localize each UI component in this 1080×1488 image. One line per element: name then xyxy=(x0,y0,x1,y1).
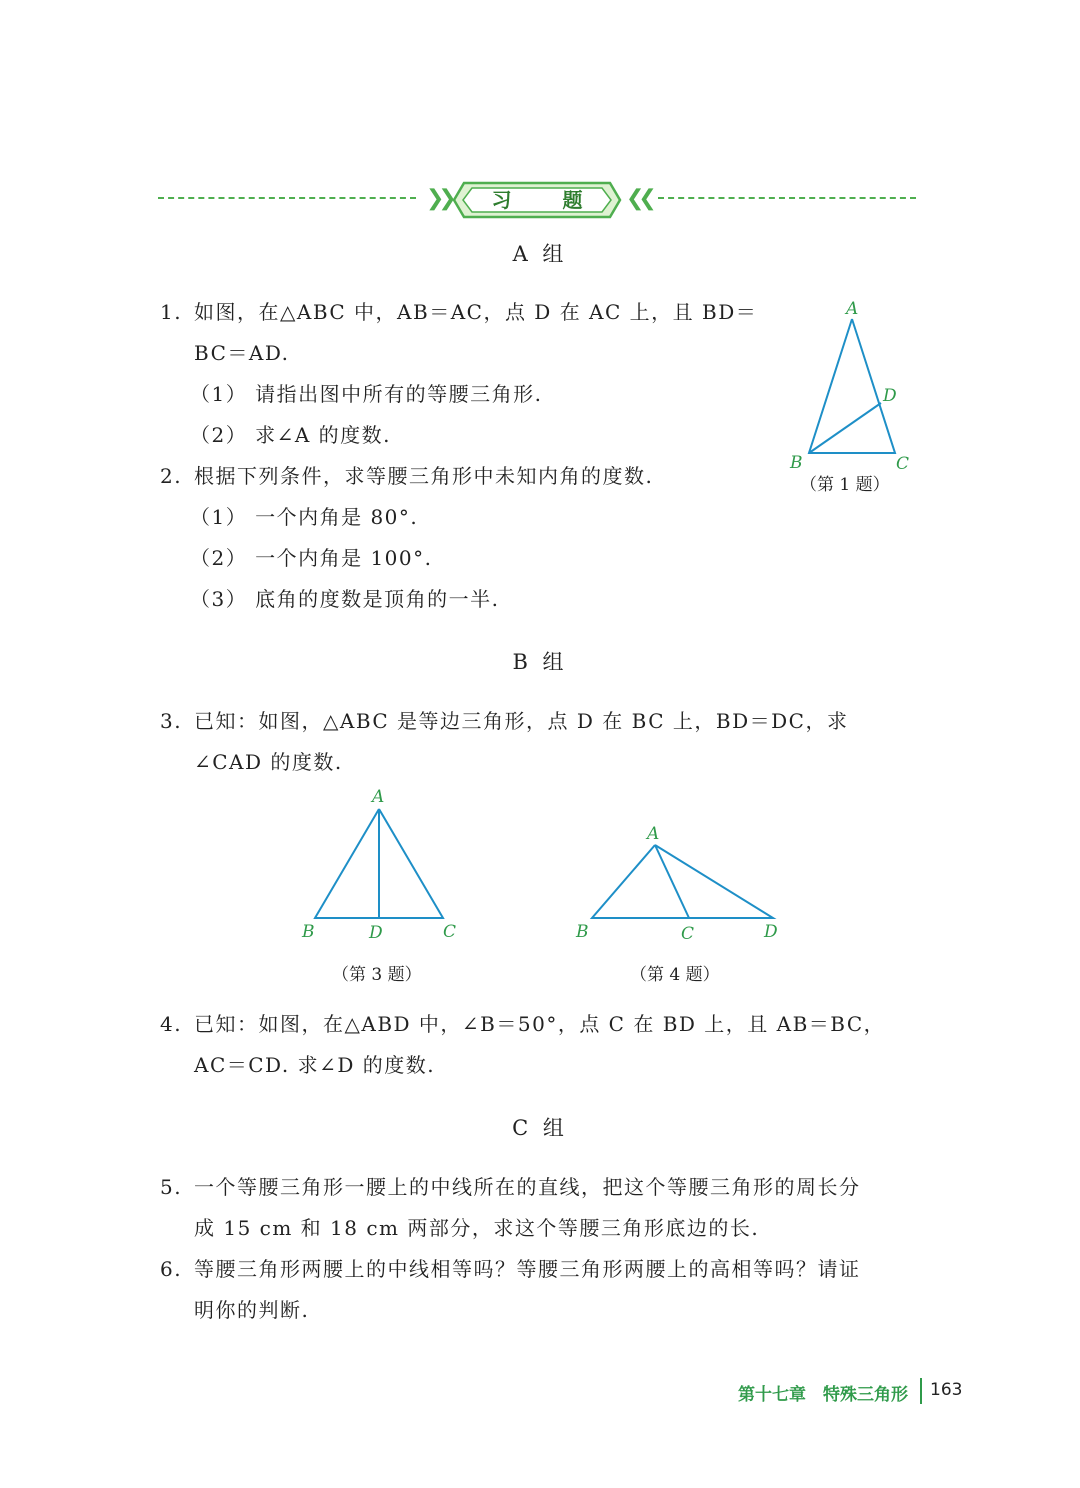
page-number: 163 xyxy=(930,1380,963,1400)
chevron-left-icon: ❮❮ xyxy=(626,186,651,211)
q3-text: 已知：如图，△ABC 是等边三角形，点 D 在 BC 上，BD＝DC，求 xyxy=(194,709,849,733)
fig4-caption: （第 4 题） xyxy=(630,965,720,985)
q6-number: 6. xyxy=(160,1257,183,1281)
fig1-label-c: C xyxy=(896,454,910,474)
q1-line1 xyxy=(160,298,757,326)
fig4-label-b: B xyxy=(576,922,589,942)
q2-sub3: （3） 底角的度数是顶角的一半. xyxy=(190,587,500,611)
q2-sub2: （2） 一个内角是 100°. xyxy=(190,546,433,570)
q3-number: 3. xyxy=(160,709,183,733)
fig3-label-c: C xyxy=(443,922,457,942)
fig3-caption: （第 3 题） xyxy=(332,965,422,985)
fig4-label-a: A xyxy=(647,824,660,844)
q4-line1 xyxy=(160,1010,885,1038)
figure-3 xyxy=(290,782,480,952)
q1-text: 如图，在△ABC 中，AB＝AC，点 D 在 AC 上，且 BD＝ xyxy=(194,300,758,324)
group-b-title: B 组 xyxy=(512,650,568,674)
q4-text: 已知：如图，在△ABD 中，∠B＝50°，点 C 在 BD 上，且 AB＝BC， xyxy=(194,1012,886,1036)
chevron-right-icon: ❯❯ xyxy=(426,186,451,211)
fig1-caption: （第 1 题） xyxy=(800,475,890,495)
q1-sub1: （1） 请指出图中所有的等腰三角形. xyxy=(190,382,543,406)
q2-line1 xyxy=(160,462,653,490)
q1-sub2: （2） 求∠A 的度数. xyxy=(190,423,391,447)
q4-number: 4. xyxy=(160,1012,183,1036)
q5-line1 xyxy=(160,1173,861,1201)
fig1-label-b: B xyxy=(790,453,803,473)
fig4-label-c: C xyxy=(681,924,695,944)
header-left-dash xyxy=(158,197,416,199)
group-c-title: C 组 xyxy=(512,1116,568,1140)
q5-text: 一个等腰三角形一腰上的中线所在的直线，把这个等腰三角形的周长分 xyxy=(194,1175,861,1199)
fig3-label-a: A xyxy=(372,787,385,807)
q5-number: 5. xyxy=(160,1175,183,1199)
fig1-label-d: D xyxy=(883,386,897,406)
q6-line1 xyxy=(160,1255,861,1283)
q5-line2: 成 15 cm 和 18 cm 两部分，求这个等腰三角形底边的长. xyxy=(194,1216,760,1240)
fig1-label-a: A xyxy=(846,299,859,319)
figure-1 xyxy=(780,290,930,480)
q4-line2: AC＝CD. 求∠D 的度数. xyxy=(194,1053,436,1077)
q6-text: 等腰三角形两腰上的中线相等吗？等腰三角形两腰上的高相等吗？请证 xyxy=(194,1257,861,1281)
q3-line2: ∠CAD 的度数. xyxy=(194,750,343,774)
footer-chapter: 第十七章 特殊三角形 xyxy=(738,1385,908,1405)
q2-number: 2. xyxy=(160,464,183,488)
fig3-label-b: B xyxy=(302,922,315,942)
group-a-title: A 组 xyxy=(512,242,568,266)
header-right-dash xyxy=(658,197,916,199)
page-title: 习 题 xyxy=(491,188,605,212)
fig4-label-d: D xyxy=(764,922,778,942)
figure-4 xyxy=(565,820,795,950)
footer-divider xyxy=(920,1378,922,1404)
q1-line2: BC＝AD. xyxy=(194,341,290,365)
q2-text: 根据下列条件，求等腰三角形中未知内角的度数. xyxy=(194,464,654,488)
q6-line2: 明你的判断. xyxy=(194,1298,310,1322)
q3-line1 xyxy=(160,707,848,735)
q2-sub1: （1） 一个内角是 80°. xyxy=(190,505,419,529)
q1-number: 1. xyxy=(160,300,183,324)
fig3-label-d: D xyxy=(369,923,383,943)
